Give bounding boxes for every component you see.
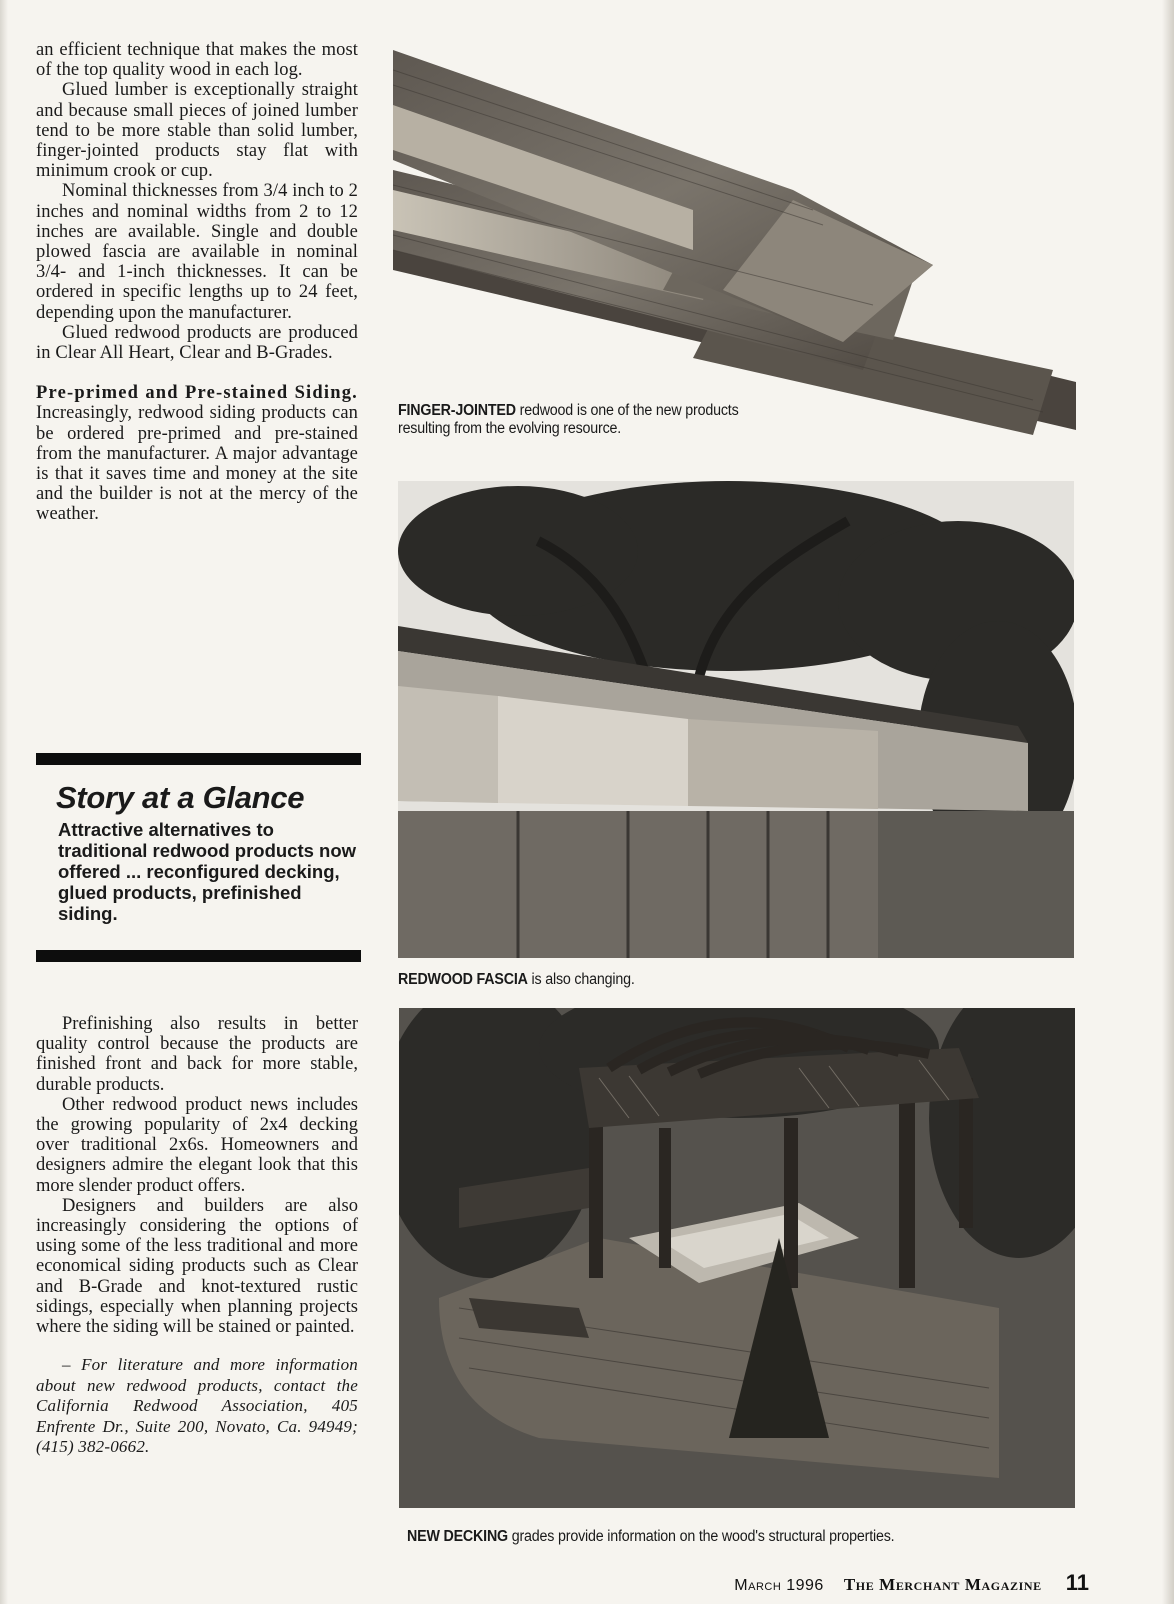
- scan-edge-right: [1162, 0, 1174, 1604]
- caption-text: is also changing.: [527, 971, 635, 988]
- paragraph: Other redwood product news includes the growing popularity of 2x4 decking over traditional 2x6s. Homeowners and designers admire the elegant look that this more slender product offers.: [36, 1094, 358, 1196]
- glance-summary: Attractive alternatives to traditional redwood products now offered ... reconfigured decking, glued products, prefinished siding.: [58, 819, 357, 924]
- bottom-rule: [36, 950, 361, 962]
- redwood-fascia-photo: [398, 481, 1074, 958]
- scan-edge-left: [0, 0, 8, 1604]
- page-footer: [734, 1570, 1089, 1600]
- photo1-caption: [398, 402, 766, 438]
- subhead-paragraph: [36, 383, 358, 524]
- paragraph: Prefinishing also results in better quality control because the products are finished front and back for more stable, durable products.: [36, 1014, 358, 1095]
- caption-lead: NEW DECKING: [407, 1528, 508, 1545]
- caption-lead: REDWOOD FASCIA: [398, 971, 528, 988]
- glance-title: Story at a Glance: [56, 780, 305, 815]
- paragraph: Glued redwood products are produced in Clear All Heart, Clear and B-Grades.: [36, 322, 358, 364]
- caption-text: grades provide information on the wood's structural properties.: [507, 1528, 895, 1545]
- top-rule: [36, 753, 361, 765]
- new-decking-photo: [399, 1008, 1075, 1508]
- paragraph: an efficient technique that makes the most of the top quality wood in each log.: [36, 40, 358, 81]
- paragraph: Glued lumber is exceptionally straight and because small pieces of joined lumber tend to be more stable than solid lumber, finger-jointed products stay flat with minimum crook or cup.: [36, 80, 358, 182]
- photo3-caption: [407, 1528, 977, 1546]
- magazine-title: The Merchant Magazine: [843, 1575, 1042, 1594]
- caption-text: redwood is one of the new products resulting from the evolving resource.: [398, 402, 739, 437]
- paragraph: Designers and builders are also increasingly considering the options of using some of the less traditional and more economical siding products such as Clear and B-Grade and knot-textured rustic sidings, especially when planning projects where the siding will be stained or painted.: [36, 1195, 358, 1338]
- section-subhead: Pre-primed and Pre-stained Siding.: [36, 383, 358, 404]
- story-at-a-glance-box: [36, 753, 361, 962]
- left-column-top: [36, 40, 358, 525]
- caption-lead: FINGER-JOINTED: [398, 402, 516, 419]
- paragraph: Nominal thicknesses from 3/4 inch to 2 inches and nominal widths from 2 to 12 inches are available. Single and double plowed fascia are available in nominal 3/4- and 1-inch thicknesses. It can be ordered in specific lengths up to 24 feet, depending upon the manufacturer.: [36, 181, 358, 323]
- left-column-bottom: [36, 1014, 358, 1458]
- page-number: 11: [1065, 1570, 1089, 1595]
- finger-jointed-boards-photo: [393, 40, 1076, 445]
- subhead-text: Increasingly, redwood siding products can be ordered pre-primed and pre-stained from the manufacturer. A major advantage is that it saves time and money at the site and the builder is not at the mercy of the weather.: [36, 403, 358, 525]
- contact-credit: – For literature and more information about new redwood products, contact the California Redwood Association, 405 Enfrente Dr., Suite 200, Novato, Ca. 94949; (415) 382-0662.: [36, 1355, 358, 1457]
- photo2-caption: [398, 971, 766, 989]
- issue-date: March 1996: [734, 1577, 824, 1594]
